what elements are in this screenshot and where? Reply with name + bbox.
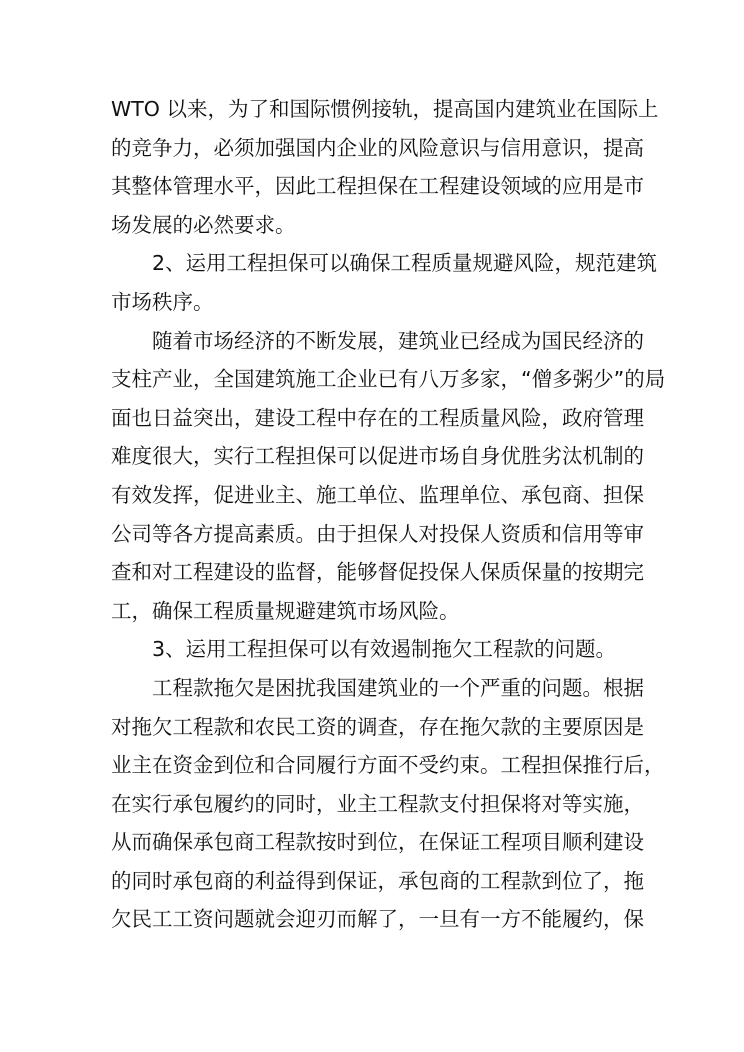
text-line: 工，确保工程质量规避建筑市场风险。 [111,598,460,623]
body-text [111,90,666,939]
text-line: 欠民工工资问题就会迎刃而解了，一旦有一方不能履约，保 [111,907,644,932]
text-line: 市场秩序。 [111,289,214,314]
text-line: 难度很大，实行工程担保可以促进市场自身优胜劣汰机制的 [111,444,644,469]
text-line: 支柱产业，全国建筑施工企业已有八万多家，“僧多粥少”的局 [111,367,666,392]
text-line: 面也日益突出，建设工程中存在的工程质量风险，政府管理 [111,405,644,430]
text-line: 3、运用工程担保可以有效遏制拖欠工程款的问题。 [152,637,617,662]
text-line: 工程款拖欠是困扰我国建筑业的一个严重的问题。根据 [152,675,644,700]
paragraph-2-heading [111,244,658,321]
text-line: 场发展的必然要求。 [111,212,296,237]
text-line: 在实行承包履约的同时，业主工程款支付担保将对等实施， [111,791,644,816]
text-line: WTO 以来，为了和国际惯例接轨，提高国内建筑业在国际上 [111,97,659,121]
text-line: 的竞争力，必须加强国内企业的风险意识与信用意识，提高 [111,135,644,160]
text-line: 公司等各方提高素质。由于担保人对投保人资质和信用等审 [111,521,644,546]
text-line: 有效发挥，促进业主、施工单位、监理单位、承包商、担保 [111,482,644,507]
text-line: 2、运用工程担保可以确保工程质量规避风险，规范建筑 [152,251,658,276]
text-line: 从而确保承包商工程款按时到位，在保证工程项目顺利建设 [111,830,644,855]
paragraph-3 [111,322,666,631]
text-line: 对拖欠工程款和农民工资的调查，存在拖欠款的主要原因是 [111,714,644,739]
text-line: 查和对工程建设的监督，能够督促投保人保质保量的按期完 [111,560,644,585]
text-line: 的同时承包商的利益得到保证，承包商的工程款到位了，拖 [111,868,644,893]
text-line: 其整体管理水平，因此工程担保在工程建设领域的应用是市 [111,174,644,199]
text-line: 业主在资金到位和合同履行方面不受约束。工程担保推行后， [111,753,665,778]
paragraph-4-heading [111,630,637,669]
paragraph-1 [111,90,659,244]
paragraph-5 [111,669,665,939]
text-line: 随着市场经济的不断发展，建筑业已经成为国民经济的 [152,328,644,353]
